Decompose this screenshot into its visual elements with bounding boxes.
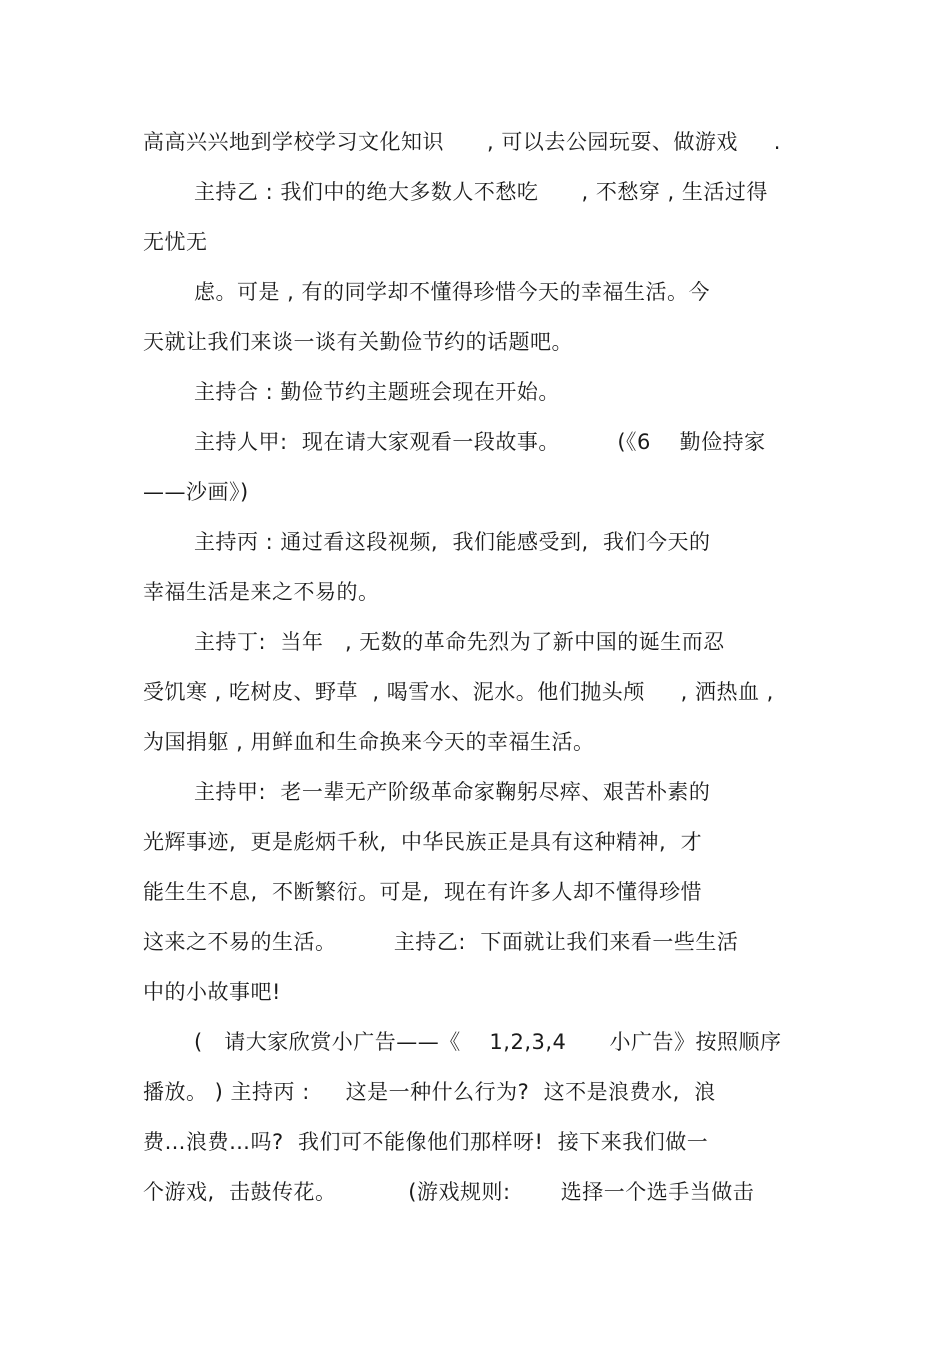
text-line: 主持丁: 当年 , 无数的革命先烈为了新中国的诞生而忍 (194, 630, 725, 654)
text-line: 主持丙 : 通过看这段视频, 我们能感受到, 我们今天的 (194, 530, 711, 554)
text-line: ——沙画》) (143, 480, 249, 504)
text-line: 个游戏, 击鼓传花。 (游戏规则: 选择一个选手当做击 (143, 1180, 755, 1204)
text-line: 幸福生活是来之不易的。 (143, 580, 380, 604)
text-line: 为国捐躯 , 用鲜血和生命换来今天的幸福生活。 (143, 730, 595, 754)
text-line: 主持甲: 老一辈无产阶级革命家鞠躬尽瘁、艰苦朴素的 (194, 780, 711, 804)
text-line: 播放。 ) 主持丙 : 这是一种什么行为? 这不是浪费水, 浪 (143, 1080, 716, 1104)
text-line: 主持人甲: 现在请大家观看一段故事。 (《6 勤俭持家 (194, 430, 766, 454)
text-line: 无忧无 (143, 230, 208, 254)
text-line: 这来之不易的生活。 主持乙: 下面就让我们来看一些生活 (143, 930, 739, 954)
text-line: 中的小故事吧! (143, 980, 281, 1004)
text-line: 光辉事迹, 更是彪炳千秋, 中华民族正是具有这种精神, 才 (143, 830, 703, 854)
text-line: 受饥寒 , 吃树皮、野草 , 喝雪水、泥水。他们抛头颅 , 洒热血 , (143, 680, 774, 704)
text-line: 天就让我们来谈一谈有关勤俭节约的话题吧。 (143, 330, 573, 354)
text-line: ( 请大家欣赏小广告——《 1,2,3,4 小广告》按照顺序 (194, 1030, 782, 1054)
text-line: 能生生不息, 不断繁衍。可是, 现在有许多人却不懂得珍惜 (143, 880, 703, 904)
text-line: 虑。可是 , 有的同学却不懂得珍惜今天的幸福生活。今 (194, 280, 711, 304)
text-line: 费…浪费…吗? 我们可不能像他们那样呀! 接下来我们做一 (143, 1130, 709, 1154)
text-line: 主持合 : 勤俭节约主题班会现在开始。 (194, 380, 560, 404)
text-line: 主持乙 : 我们中的绝大多数人不愁吃 , 不愁穿 , 生活过得 (194, 180, 768, 204)
text-line: 高高兴兴地到学校学习文化知识 , 可以去公园玩耍、做游戏 . (143, 130, 781, 154)
